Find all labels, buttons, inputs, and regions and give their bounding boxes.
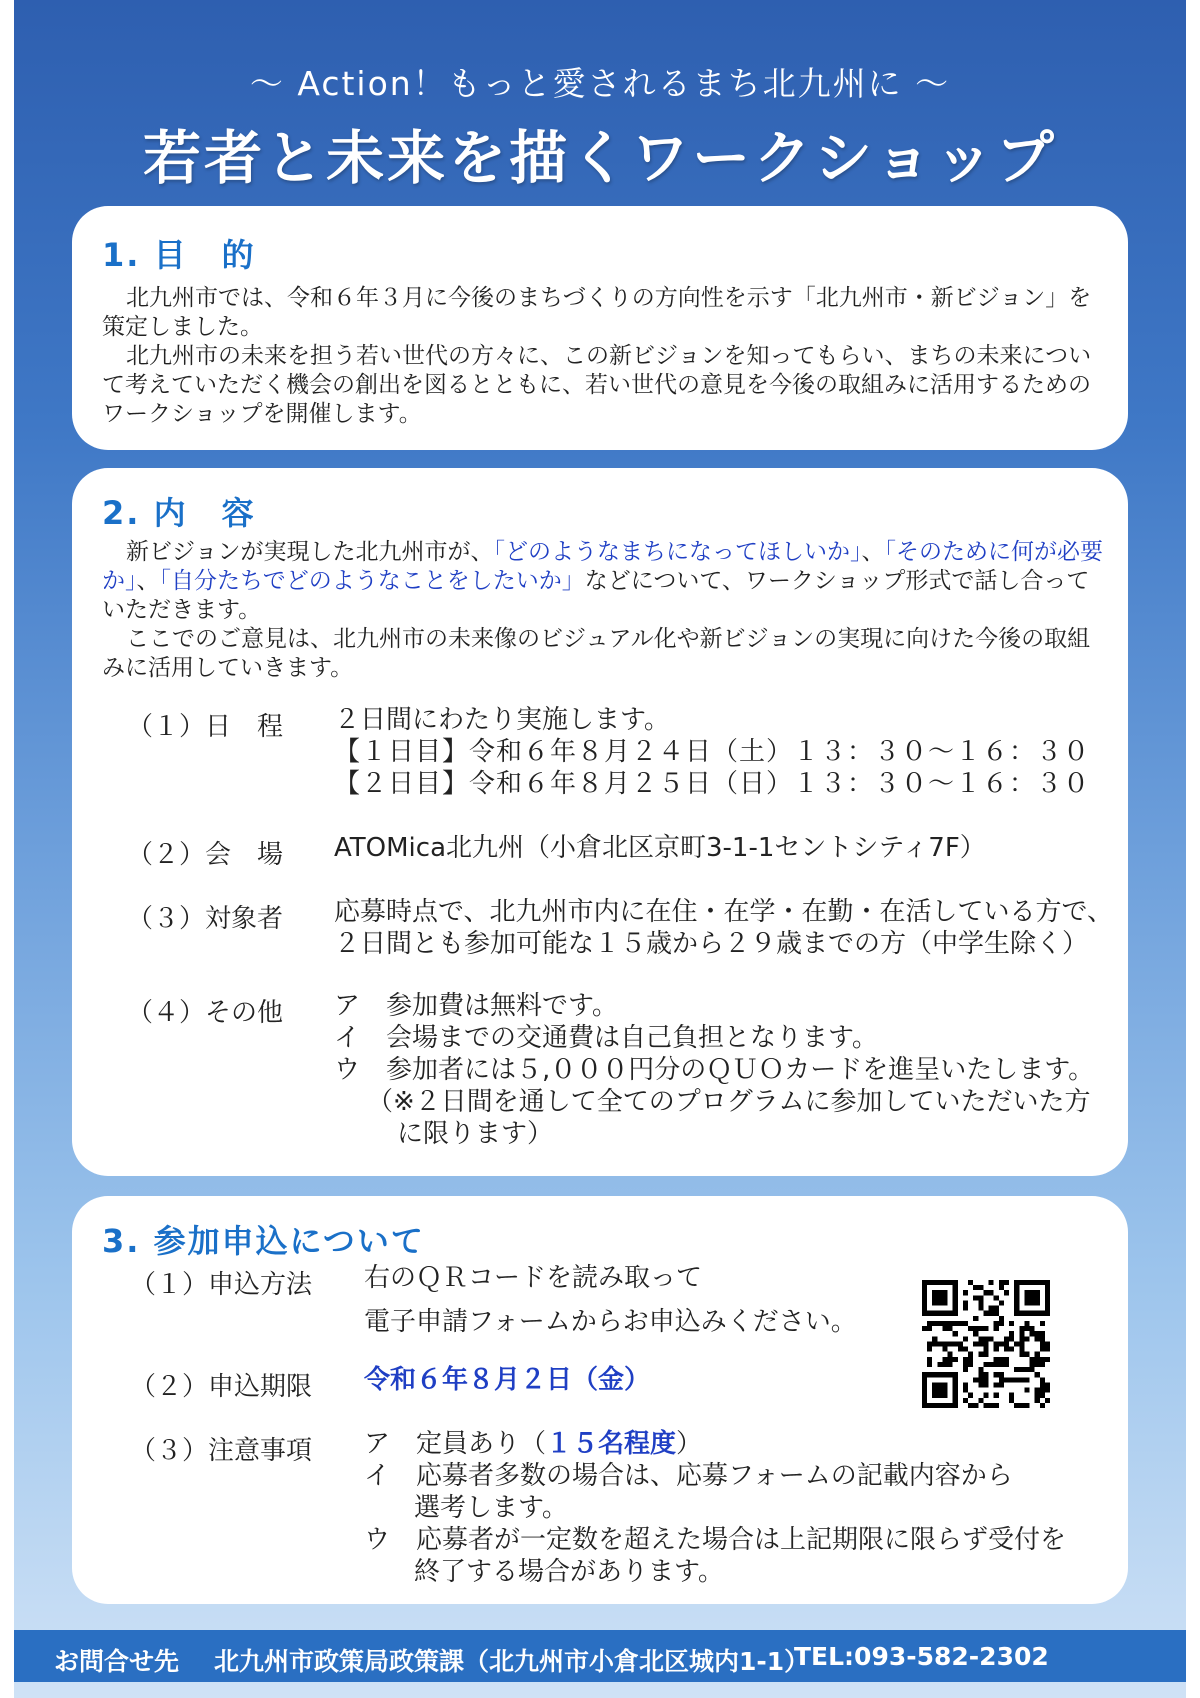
note-a-close: ）: [676, 1429, 703, 1459]
purpose-heading: 1. 目 的: [102, 236, 256, 274]
purpose-paragraph-2: 北九州市の未来を担う若い世代の方々に、この新ビジョンを知ってもらい、まちの未来について考えていただく機会の創出を図るとともに、若い世代の意見を今後の取組みに活用するためのワークショップを開催します。: [102, 343, 1092, 427]
page-border-left: [0, 0, 14, 1698]
apply-heading: 3. 参加申込について: [102, 1222, 425, 1260]
note-a-text: ア 定員あり（: [364, 1429, 547, 1459]
note-a: [364, 1428, 702, 1460]
target-text-2: ２日間とも参加可能な１５歳から２９歳までの方（中学生除く）: [334, 929, 1089, 959]
deadline-label: （２）申込期限: [130, 1372, 313, 1402]
schedule-label: （１）日 程: [127, 712, 284, 742]
other-note-2: に限ります）: [397, 1119, 554, 1149]
note-u-1: ウ 応募者が一定数を超えた場合は上記期限に限らず受付を: [364, 1525, 1067, 1555]
other-item-a: ア 参加費は無料です。: [334, 991, 618, 1021]
footer-label: お問合せ先: [54, 1647, 180, 1676]
content-heading: 2. 内 容: [102, 494, 256, 532]
footer-tel: TEL:093-582-2302: [794, 1642, 1049, 1671]
other-item-u: ウ 参加者には５,０００円分のＱＵＯカードを進呈いたします。: [334, 1055, 1095, 1085]
method-text-2: 電子申請フォームからお申込みください。: [364, 1307, 857, 1337]
purpose-card: [72, 206, 1128, 450]
footer-office: 北九州市政策局政策課（北九州市小倉北区城内1-1）: [214, 1647, 810, 1676]
question-2: 「そのために何が必要か」: [102, 539, 1104, 594]
apply-card: [72, 1196, 1128, 1604]
other-note-1: （※２日間を通して全てのプログラムに参加していただいた方: [367, 1087, 1091, 1117]
purpose-text: [102, 284, 1112, 429]
schedule-intro: ２日間にわたり実施します。: [334, 705, 670, 735]
content-text-a: 新ビジョンが実現した北九州市が、: [126, 539, 494, 565]
venue-label: （２）会 場: [127, 840, 284, 870]
page-subtitle: ～ Action！もっと愛されるまち北九州に ～: [249, 64, 951, 103]
schedule-day-2: 【２日目】令和６年８月２５日（日）１３：３０～１６：３０: [334, 769, 1091, 799]
content-card: [72, 468, 1128, 1176]
other-label: （４）その他: [127, 998, 284, 1028]
purpose-paragraph-1: 北九州市では、令和６年３月に今後のまちづくりの方向性を示す「北九州市・新ビジョン」を策定しました。: [102, 285, 1092, 340]
separator-2: 、: [136, 568, 160, 594]
question-1: 「どのようなまちになってほしいか」: [493, 539, 862, 565]
content-paragraph-2: ここでのご意見は、北九州市の未来像のビジュアル化や新ビジョンの実現に向けた今後の取組みに活用していきます。: [102, 626, 1091, 681]
page-header: [0, 58, 1200, 195]
note-i-1: イ 応募者多数の場合は、応募フォームの記載内容から: [364, 1461, 1013, 1491]
note-u-2: 終了する場合があります。: [414, 1557, 724, 1587]
footer-contact-bar: [14, 1630, 1186, 1682]
page-title: 若者と未来を描くワークショップ: [143, 124, 1057, 192]
content-text: [102, 538, 1112, 683]
qr-code-icon[interactable]: [922, 1280, 1050, 1408]
note-i-2: 選考します。: [414, 1493, 568, 1523]
separator-1: 、: [861, 539, 885, 565]
method-text-1: 右のＱＲコードを読み取って: [364, 1263, 703, 1293]
method-label: （１）申込方法: [130, 1270, 313, 1300]
other-item-i: イ 会場までの交通費は自己負担となります。: [334, 1023, 878, 1053]
target-text-1: 応募時点で、北九州市内に在住・在学・在勤・在活している方で、: [334, 897, 1113, 927]
question-3: 「自分たちでどのようなことをしたいか」: [159, 568, 585, 594]
notes-label: （３）注意事項: [130, 1436, 313, 1466]
schedule-day-1: 【１日目】令和６年８月２４日（土）１３：３０～１６：３０: [334, 737, 1091, 767]
target-label: （３）対象者: [127, 904, 284, 934]
deadline-text: 令和６年８月２日（金）: [364, 1365, 651, 1395]
capacity-highlight: １５名程度: [546, 1429, 677, 1459]
content-paragraph-1: [102, 538, 1112, 625]
venue-text: ATOMica北九州（小倉北区京町3-1-1セントシティ7F）: [334, 833, 986, 863]
content-text-b: などについて、ワークショップ形式で話し合っていただきます。: [102, 568, 1090, 623]
page-border-right: [1186, 0, 1200, 1698]
